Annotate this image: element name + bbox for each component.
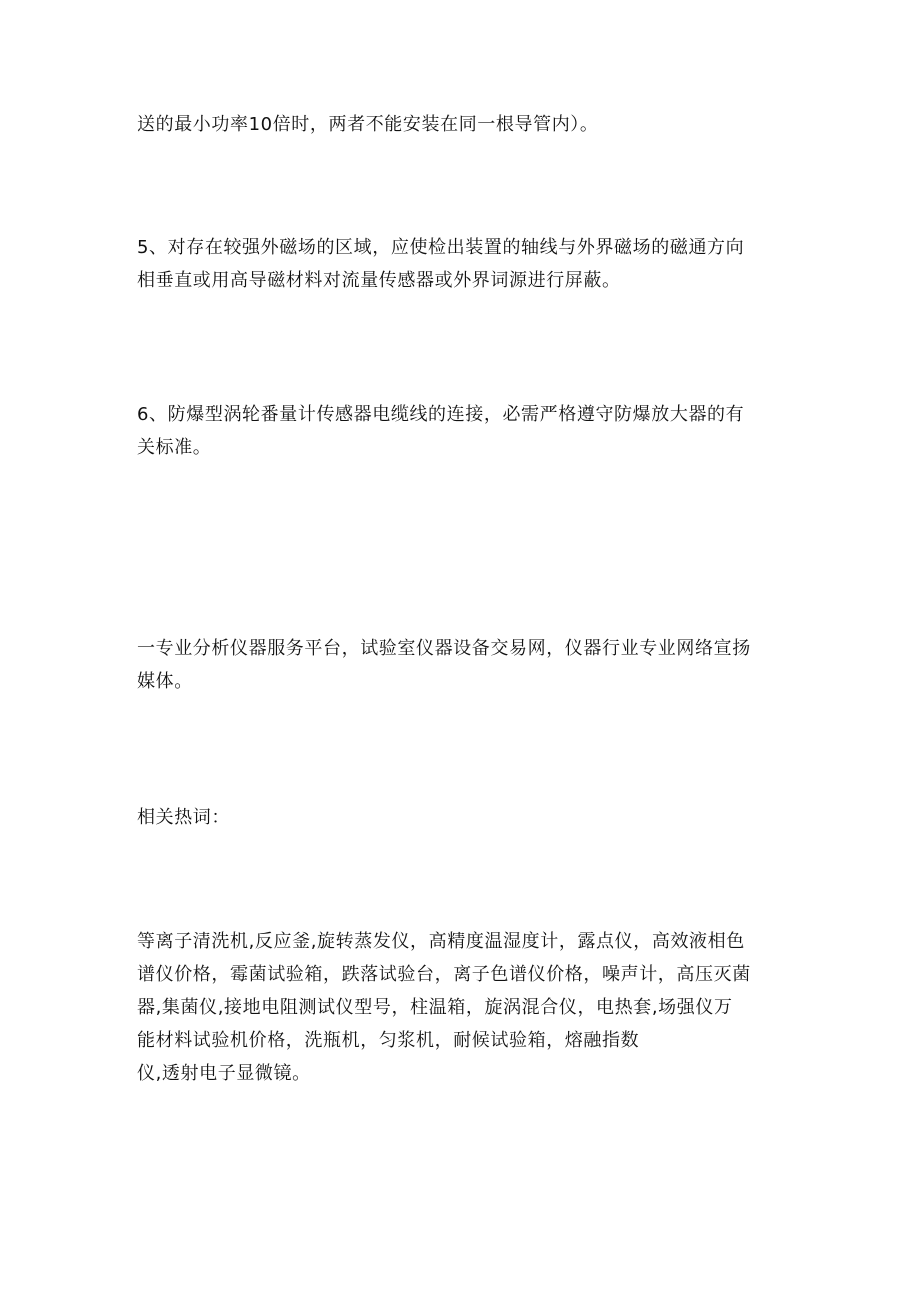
- paragraph-item-6: [137, 398, 797, 464]
- related-keywords-heading: [137, 801, 797, 834]
- paragraph-line: 媒体。: [137, 671, 193, 692]
- paragraph-continuation: [137, 108, 797, 141]
- paragraph-line: 谱仪价格，霉菌试验箱，跌落试验台，离子色谱仪价格，噪声计，高压灭菌: [137, 964, 751, 985]
- paragraph-line: 能材料试验机价格，洗瓶机，匀浆机，耐候试验箱，熔融指数: [137, 1030, 640, 1051]
- paragraph-line: 5、对存在较强外磁场的区域，应使检出装置的轴线与外界磁场的磁通方向: [137, 237, 745, 258]
- paragraph-line: 等离子清洗机,反应釜,旋转蒸发仪，高精度温湿度计，露点仪，高效液相色: [137, 931, 745, 952]
- paragraph-item-5: [137, 231, 797, 297]
- paragraph-line: 器,集菌仪,接地电阻测试仪型号，柱温箱，旋涡混合仪，电热套,场强仪万: [137, 997, 733, 1018]
- paragraph-line: 相垂直或用高导磁材料对流量传感器或外界词源进行屏蔽。: [137, 270, 621, 291]
- heading-line: 相关热词：: [137, 807, 230, 828]
- paragraph-line: 一专业分析仪器服务平台，试验室仪器设备交易网，仪器行业专业网络宣扬: [137, 638, 751, 659]
- paragraph-line: 6、防爆型涡轮番量计传感器电缆线的连接，必需严格遵守防爆放大器的有: [137, 404, 745, 425]
- paragraph-line: 送的最小功率10倍时，两者不能安装在同一根导管内）。: [137, 114, 599, 135]
- paragraph-line: 关标准。: [137, 437, 212, 458]
- paragraph-line: 仪,透射电子显微镜。: [137, 1063, 311, 1084]
- paragraph-platform-intro: [137, 632, 797, 698]
- related-keywords-list: [137, 925, 797, 1090]
